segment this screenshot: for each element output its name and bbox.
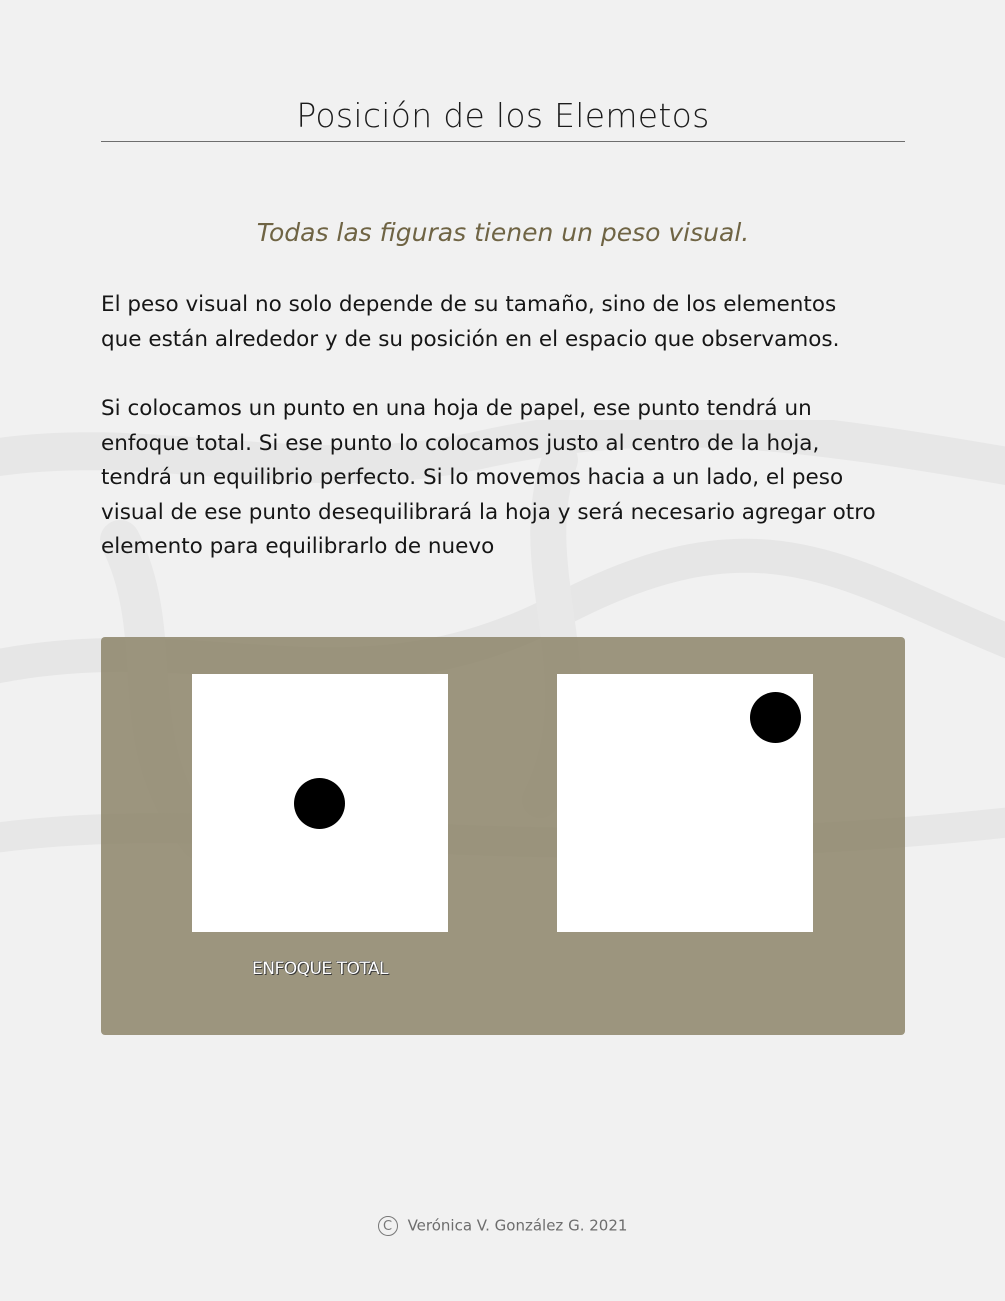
page-title: Posición de los Elemetos <box>296 96 710 135</box>
illustration-panel <box>101 637 905 1035</box>
paragraph-point: Si colocamos un punto en una hoja de papel, ese punto tendrá un enfoque total. Si ese punto lo colocamos justo al centro de la hoja, tendrá un equilibrio perfecto. Si lo movemos hacia a un lado, el peso visual de ese punto desequilibrará la hoja y será necesario agregar otro elemento para equilibrarlo de nuevo <box>101 396 876 559</box>
offset-dot-sheet <box>557 674 813 932</box>
credit-text: Verónica V. González G. 2021 <box>407 1216 628 1235</box>
centered-dot <box>294 778 345 829</box>
paragraph-weight: El peso visual no solo depende de su tamaño, sino de los elementos que están alrededor y de su posición en el espacio que observamos. <box>101 292 840 352</box>
copyright-icon: C <box>378 1216 398 1236</box>
centered-dot-sheet <box>192 674 448 932</box>
caption-enfoque-total: ENFOQUE TOTAL <box>251 959 389 979</box>
offset-dot <box>750 692 801 743</box>
footer-credit <box>0 1216 1005 1236</box>
subtitle: Todas las figuras tienen un peso visual. <box>256 218 750 247</box>
title-divider <box>101 141 905 142</box>
